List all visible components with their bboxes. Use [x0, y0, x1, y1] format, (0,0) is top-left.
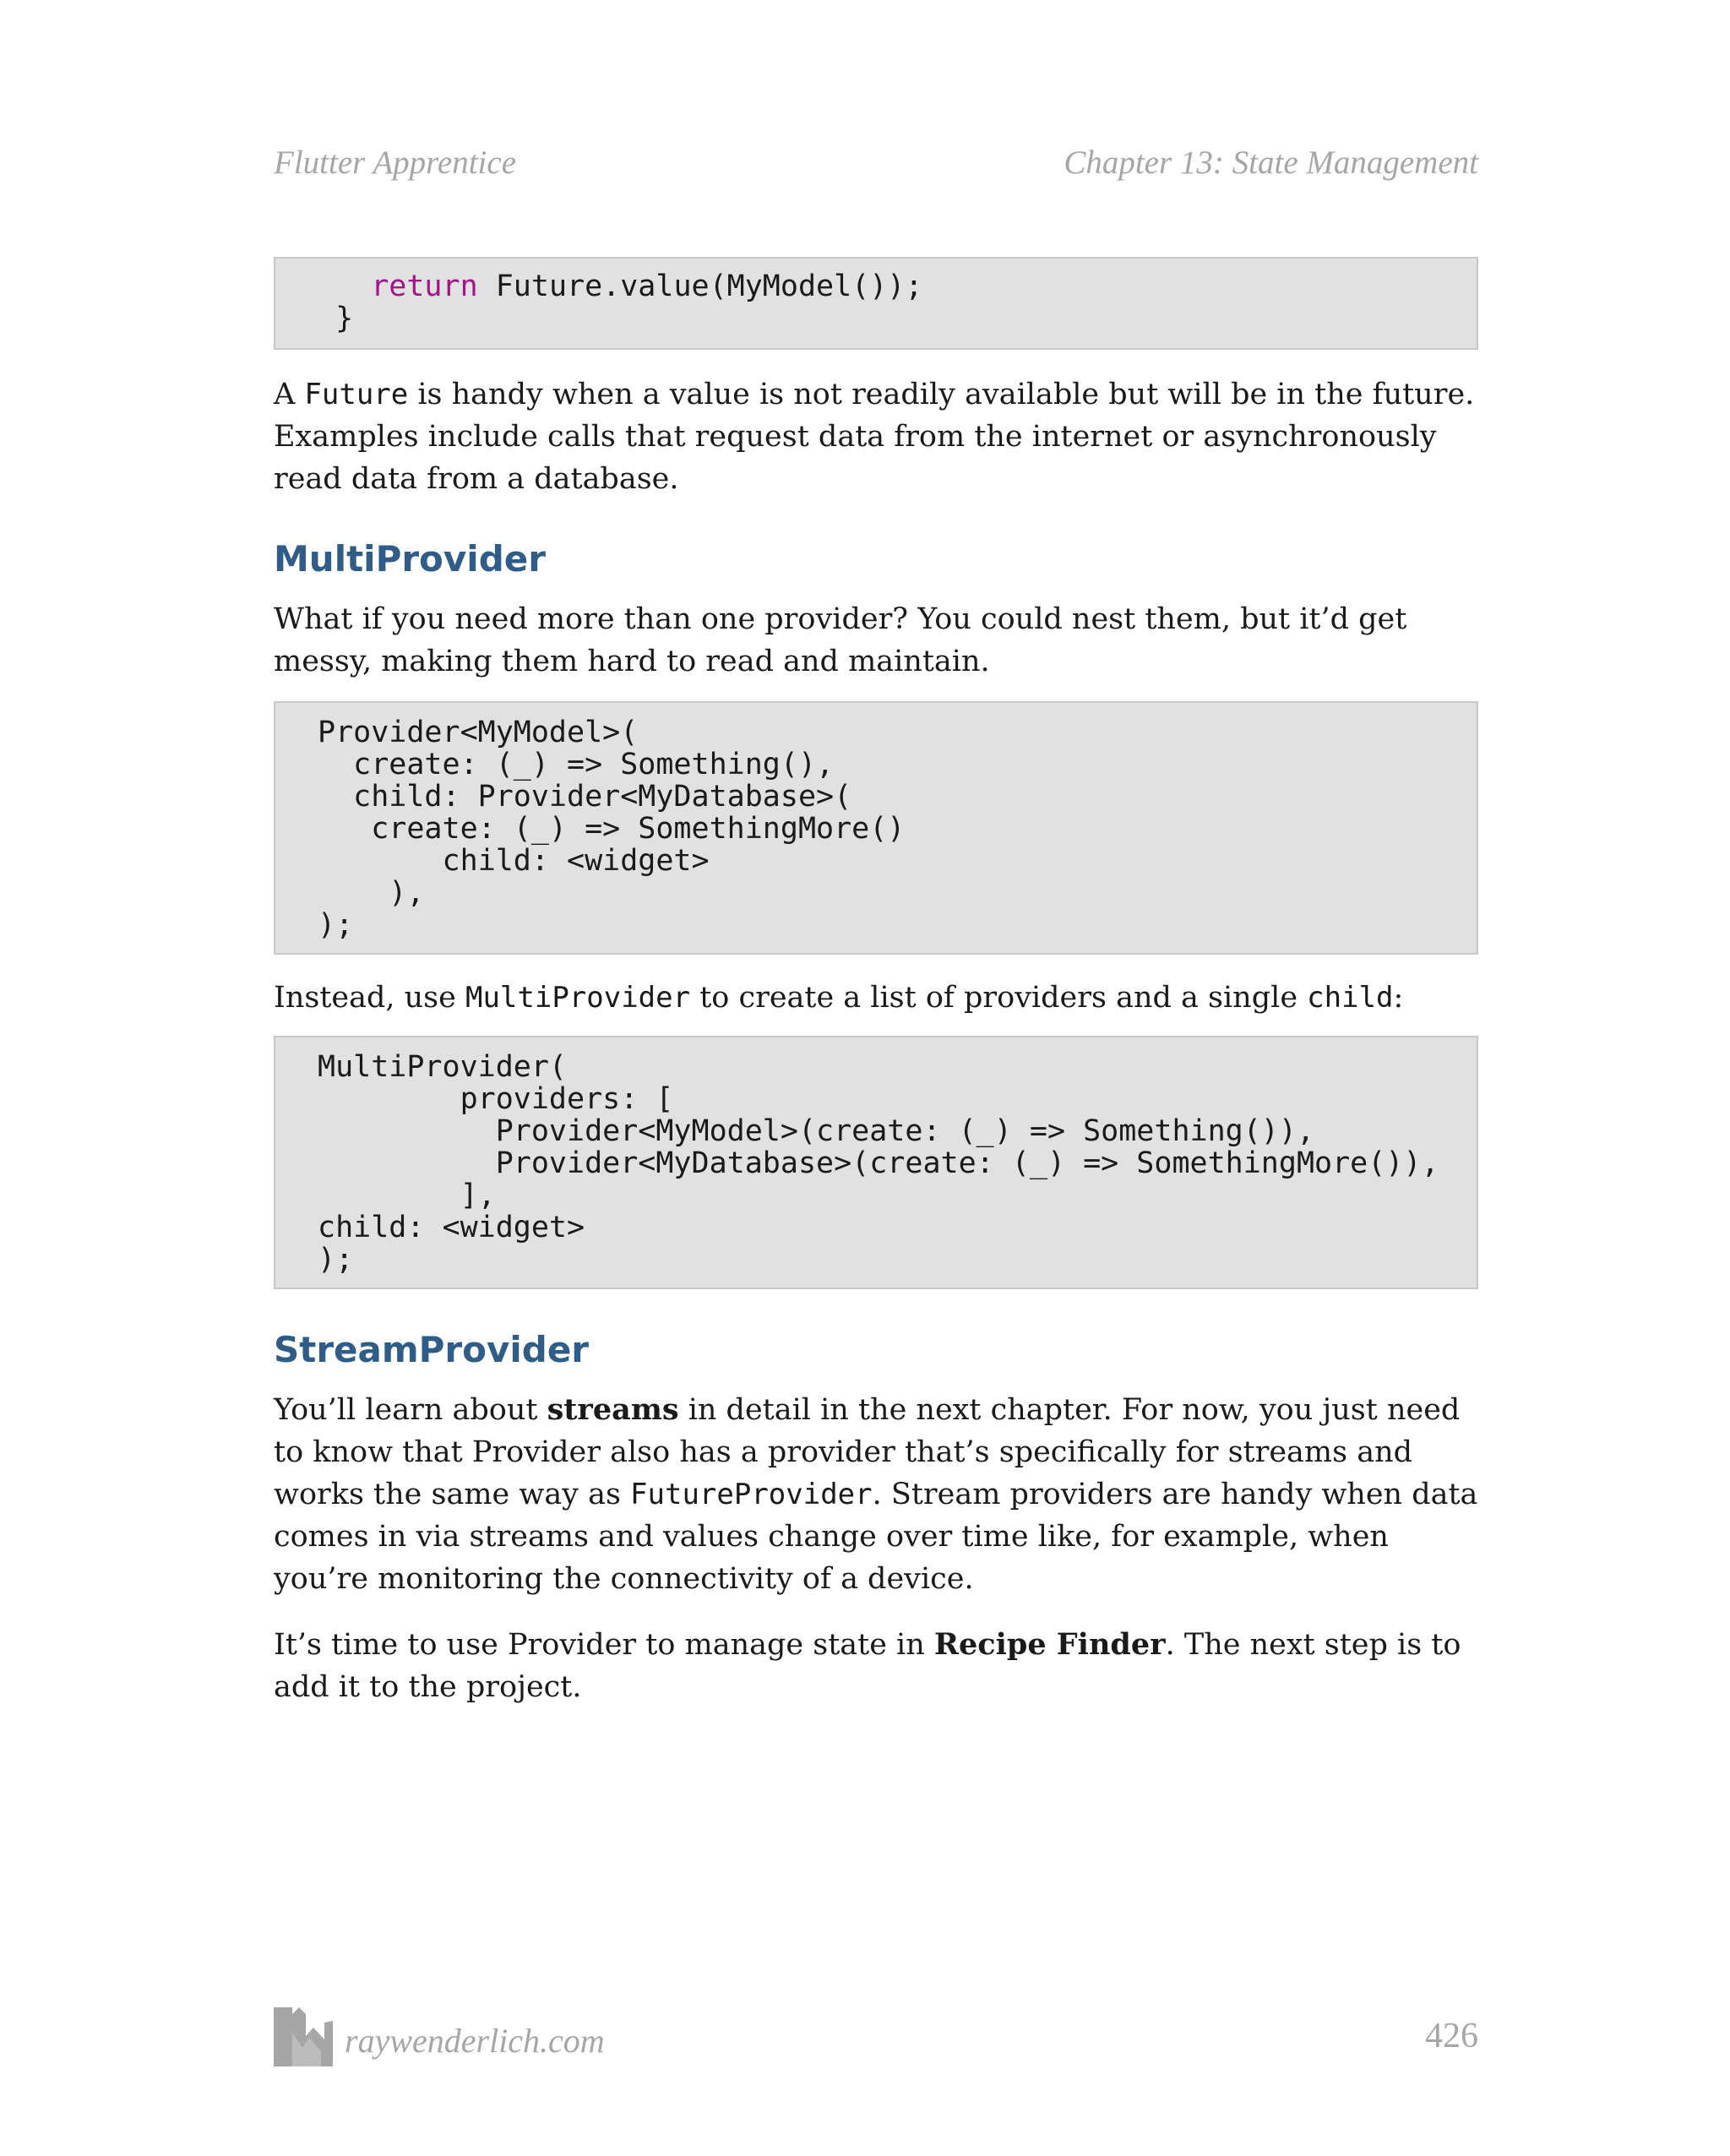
inline-code-multiprovider: MultiProvider [465, 981, 691, 1015]
page-header [274, 144, 1478, 186]
inline-code-future: Future [304, 378, 409, 411]
paragraph-multiprovider-intro: What if you need more than one provider? You could nest them, but it’d get messy, making them hard to read and maintain. [274, 602, 1407, 678]
inline-code-child: child [1307, 981, 1394, 1015]
footer-site: raywenderlich.com [345, 2022, 605, 2060]
paragraph-recipe-finder: It’s time to use Provider to manage state in Recipe Finder. The next step is to add it to the project. [274, 1627, 1461, 1704]
paragraph-streams: You’ll learn about streams in detail in the next chapter. For now, you just need to know that Provider also has a provider that’s specifically for streams and works the same way as FutureProvider. Stream providers are handy when data comes in via streams and values change over time like, for example, when you’re monitoring the connectivity of a device. [274, 1392, 1478, 1596]
code-block-multiprovider: MultiProvider( providers: [ Provider<MyModel>(create: (_) => Something()), Provider<MyDatabase>(create: (_) => SomethingMore()), ], child: <widget> ); [274, 1036, 1478, 1289]
code-block-nested-providers: Provider<MyModel>( create: (_) => Something(), child: Provider<MyDatabase>( create: (_) => SomethingMore() child: <widget> ), ); [274, 701, 1478, 955]
bold-streams: streams [547, 1392, 679, 1427]
heading-streamprovider: StreamProvider [274, 1329, 590, 1370]
code-line-2: } [335, 302, 354, 335]
page-number: 426 [1425, 2017, 1478, 2055]
heading-multiprovider: MultiProvider [274, 538, 546, 580]
code-keyword-return: return [371, 270, 478, 303]
raywenderlich-logo-icon [274, 2007, 333, 2066]
page-content [274, 257, 1478, 1708]
chapter-title: Chapter 13: State Management [1064, 144, 1478, 181]
paragraph-instead: Instead, use MultiProvider to create a list of providers and a single child: [274, 981, 1404, 1015]
code-line-1: Future.value(MyModel()); [477, 270, 923, 303]
inline-code-futureprovider: FutureProvider [630, 1478, 873, 1511]
page-footer [274, 2007, 1478, 2066]
book-title: Flutter Apprentice [274, 144, 517, 181]
bold-recipe-finder: Recipe Finder [933, 1627, 1166, 1662]
paragraph-future: A Future is handy when a value is not readily available but will be in the future. Examples include calls that request data from the internet or asynchronously read data from a database. [274, 378, 1475, 496]
code-block-future-return [274, 257, 1478, 350]
